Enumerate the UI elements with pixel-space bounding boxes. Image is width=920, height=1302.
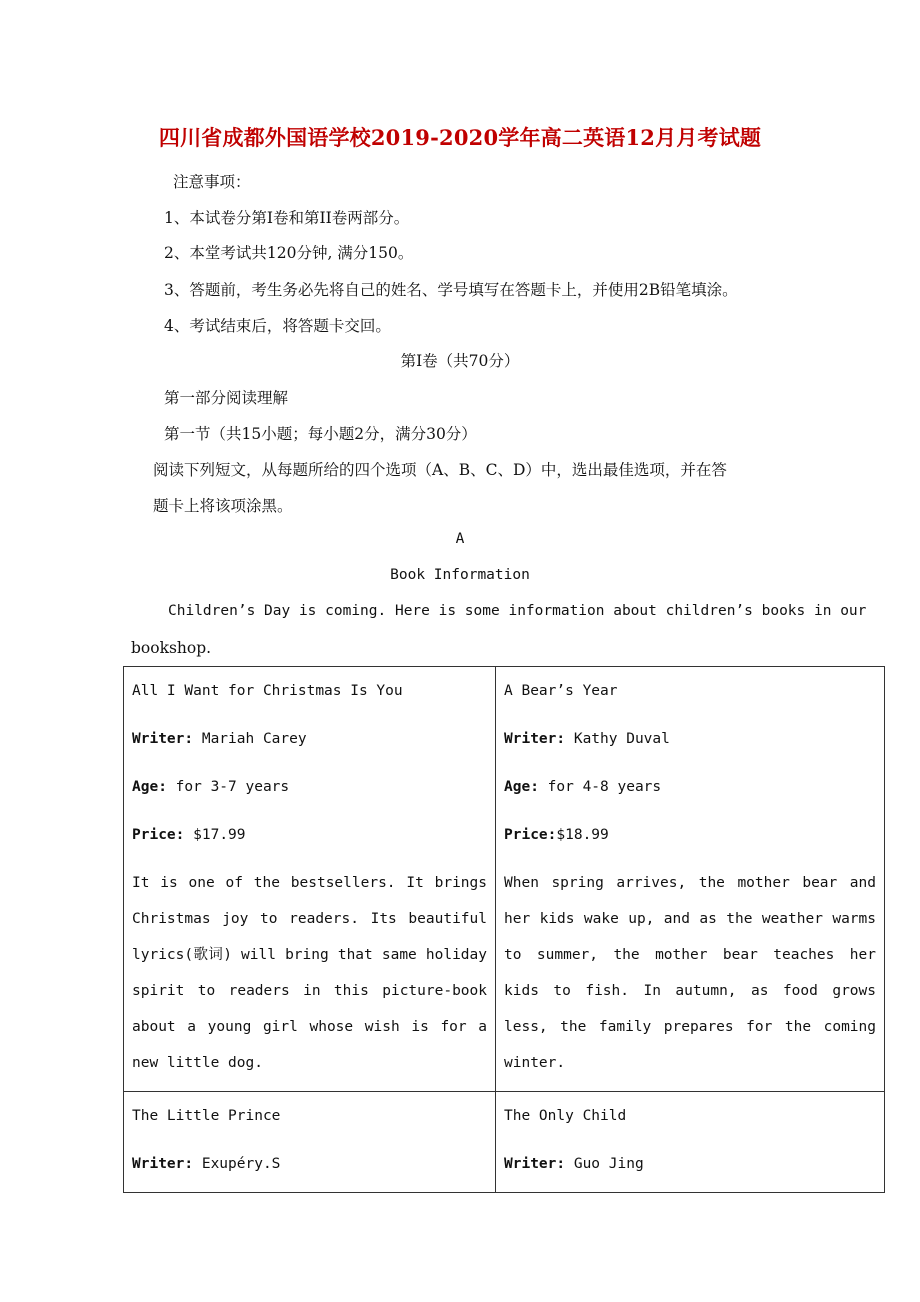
table-row	[124, 667, 885, 1092]
notice-heading: 注意事项：	[173, 173, 251, 191]
writer-value: Kathy Duval	[573, 731, 670, 747]
notice-item: 3、答题前，考生务必先将自己的姓名、学号填写在答题卡上，并使用2B铅笔填涂。	[164, 281, 738, 299]
book-description: It is one of the bestsellers. It brings Christmas joy to readers. Its beautiful lyrics(歌词) will bring that same holiday spirit to readers in this picture-book about a young girl whose wish is for a new little dog.	[132, 875, 487, 1071]
instruction-line: 题卡上将该项涂黑。	[153, 497, 293, 515]
book-title: A Bear’s Year	[504, 683, 618, 699]
section-heading: 第一节（共15小题；每小题2分，满分30分）	[164, 425, 477, 443]
book-price	[132, 817, 487, 853]
age-value: for 3-7 years	[175, 779, 290, 795]
exam-title: 四川省成都外国语学校2019-2020学年高二英语12月月考试题	[158, 125, 762, 150]
intro-text: bookshop.	[131, 639, 212, 657]
notice-item: 4、考试结束后，将答题卡交回。	[164, 317, 391, 335]
book-table	[123, 666, 885, 1193]
writer-value: Mariah Carey	[201, 731, 307, 747]
writer-value: Guo Jing	[573, 1156, 644, 1172]
intro-text: Children’s Day is coming. Here is some information about children’s books in our	[168, 603, 867, 619]
notice-item: 1、本试卷分第I卷和第II卷两部分。	[164, 209, 410, 227]
book-cell	[496, 1092, 885, 1193]
price-value: $17.99	[193, 827, 246, 843]
book-age	[132, 769, 487, 805]
age-label: Age:	[132, 779, 167, 795]
book-cell	[124, 667, 496, 1092]
price-label: Price:	[504, 827, 557, 843]
book-description: When spring arrives, the mother bear and her kids wake up, and as the weather warms to summer, the mother bear teaches her kids to fish. In autumn, as food grows less, the family prepares for the coming winter.	[504, 875, 876, 1071]
writer-label: Writer:	[132, 731, 194, 747]
age-value: for 4-8 years	[547, 779, 662, 795]
book-title: The Little Prince	[132, 1108, 281, 1124]
writer-label: Writer:	[132, 1156, 194, 1172]
price-label: Price:	[132, 827, 185, 843]
table-row	[124, 1092, 885, 1193]
book-writer	[504, 721, 876, 757]
price-value: $18.99	[556, 827, 609, 843]
writer-label: Writer:	[504, 1156, 566, 1172]
book-writer	[504, 1146, 876, 1182]
book-title: The Only Child	[504, 1108, 627, 1124]
instruction-line: 阅读下列短文，从每题所给的四个选项（A、B、C、D）中，选出最佳选项，并在答	[153, 461, 727, 479]
part-heading: 第一部分阅读理解	[164, 389, 289, 407]
book-writer	[132, 721, 487, 757]
volume-heading: 第I卷（共70分）	[400, 352, 520, 370]
book-cell	[496, 667, 885, 1092]
passage-title: Book Information	[390, 567, 530, 583]
book-title: All I Want for Christmas Is You	[132, 683, 403, 699]
book-price	[504, 817, 876, 853]
book-writer	[132, 1146, 487, 1182]
notice-item: 2、本堂考试共120分钟, 满分150。	[164, 244, 414, 262]
book-cell	[124, 1092, 496, 1193]
book-age	[504, 769, 876, 805]
age-label: Age:	[504, 779, 539, 795]
writer-value: Exupéry.S	[201, 1156, 281, 1172]
writer-label: Writer:	[504, 731, 566, 747]
passage-letter: A	[455, 531, 465, 547]
